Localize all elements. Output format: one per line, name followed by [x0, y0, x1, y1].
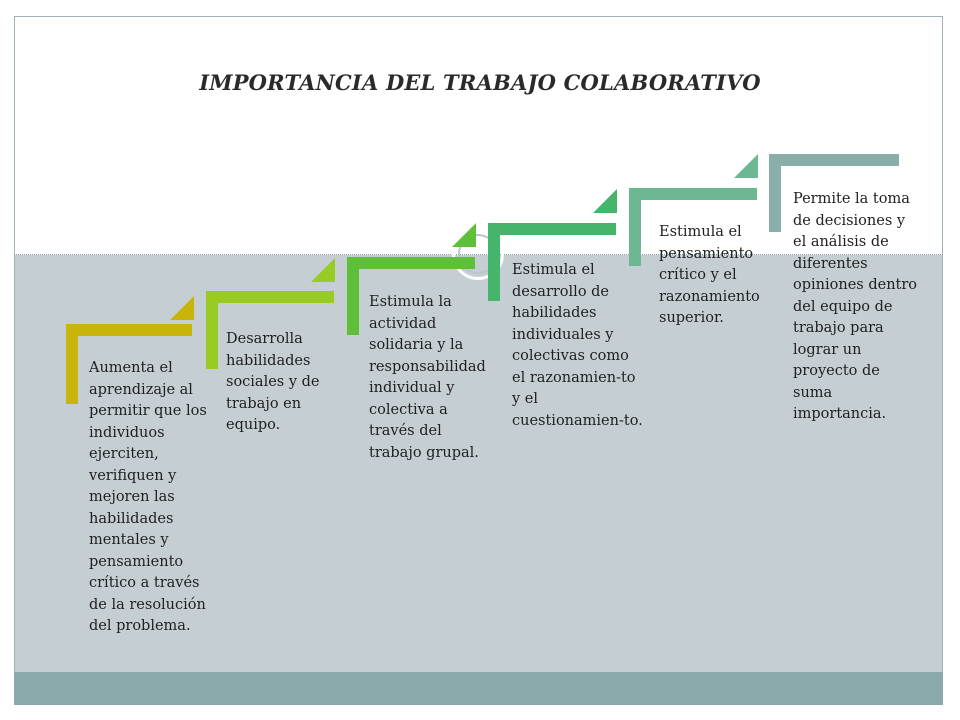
step-2-arrow-tip	[311, 258, 335, 282]
step-3-side-bar	[347, 257, 359, 335]
step-6-top-bar	[769, 154, 899, 166]
step-1-arrow-tip	[170, 296, 194, 320]
step-5-arrow-tip	[734, 154, 758, 178]
step-1-top-bar	[66, 324, 192, 336]
step-5-text: Estimula el pensamiento crítico y el razonamiento superior.	[659, 224, 760, 326]
step-4-top-bar	[488, 223, 616, 235]
step-1-side-bar	[66, 324, 78, 404]
step-4-side-bar	[488, 223, 500, 301]
step-3-top-bar	[347, 257, 475, 269]
step-5-side-bar	[629, 188, 641, 266]
step-2-text: Desarrolla habilidades sociales y de trabajo en equipo.	[226, 331, 320, 433]
step-6-side-bar	[769, 154, 781, 232]
footer-band	[14, 672, 943, 705]
step-1-text: Aumenta el aprendizaje al permitir que los individuos ejerciten, verifiquen y mejoren las habilidades mentales y pensamiento crítico a través de la resolución del problema.	[89, 360, 207, 634]
step-3-text: Estimula la actividad solidaria y la responsabilidad individual y colectiva a través del trabajo grupal.	[369, 294, 486, 461]
step-6-text: Permite la toma de decisiones y el análisis de diferentes opiniones dentro del equipo de trabajo para lograr un proyecto de suma importancia.	[793, 191, 918, 422]
step-4-arrow-tip	[593, 189, 617, 213]
slide-title: IMPORTANCIA DEL TRABAJO COLABORATIVO	[199, 70, 761, 95]
step-2-top-bar	[206, 291, 334, 303]
step-2-side-bar	[206, 291, 218, 369]
step-4-text: Estimula el desarrollo de habilidades individuales y colectivas como el razonamien-to y el cuestionamien-to.	[512, 262, 643, 429]
step-3-arrow-tip	[452, 223, 476, 247]
step-5-top-bar	[629, 188, 757, 200]
